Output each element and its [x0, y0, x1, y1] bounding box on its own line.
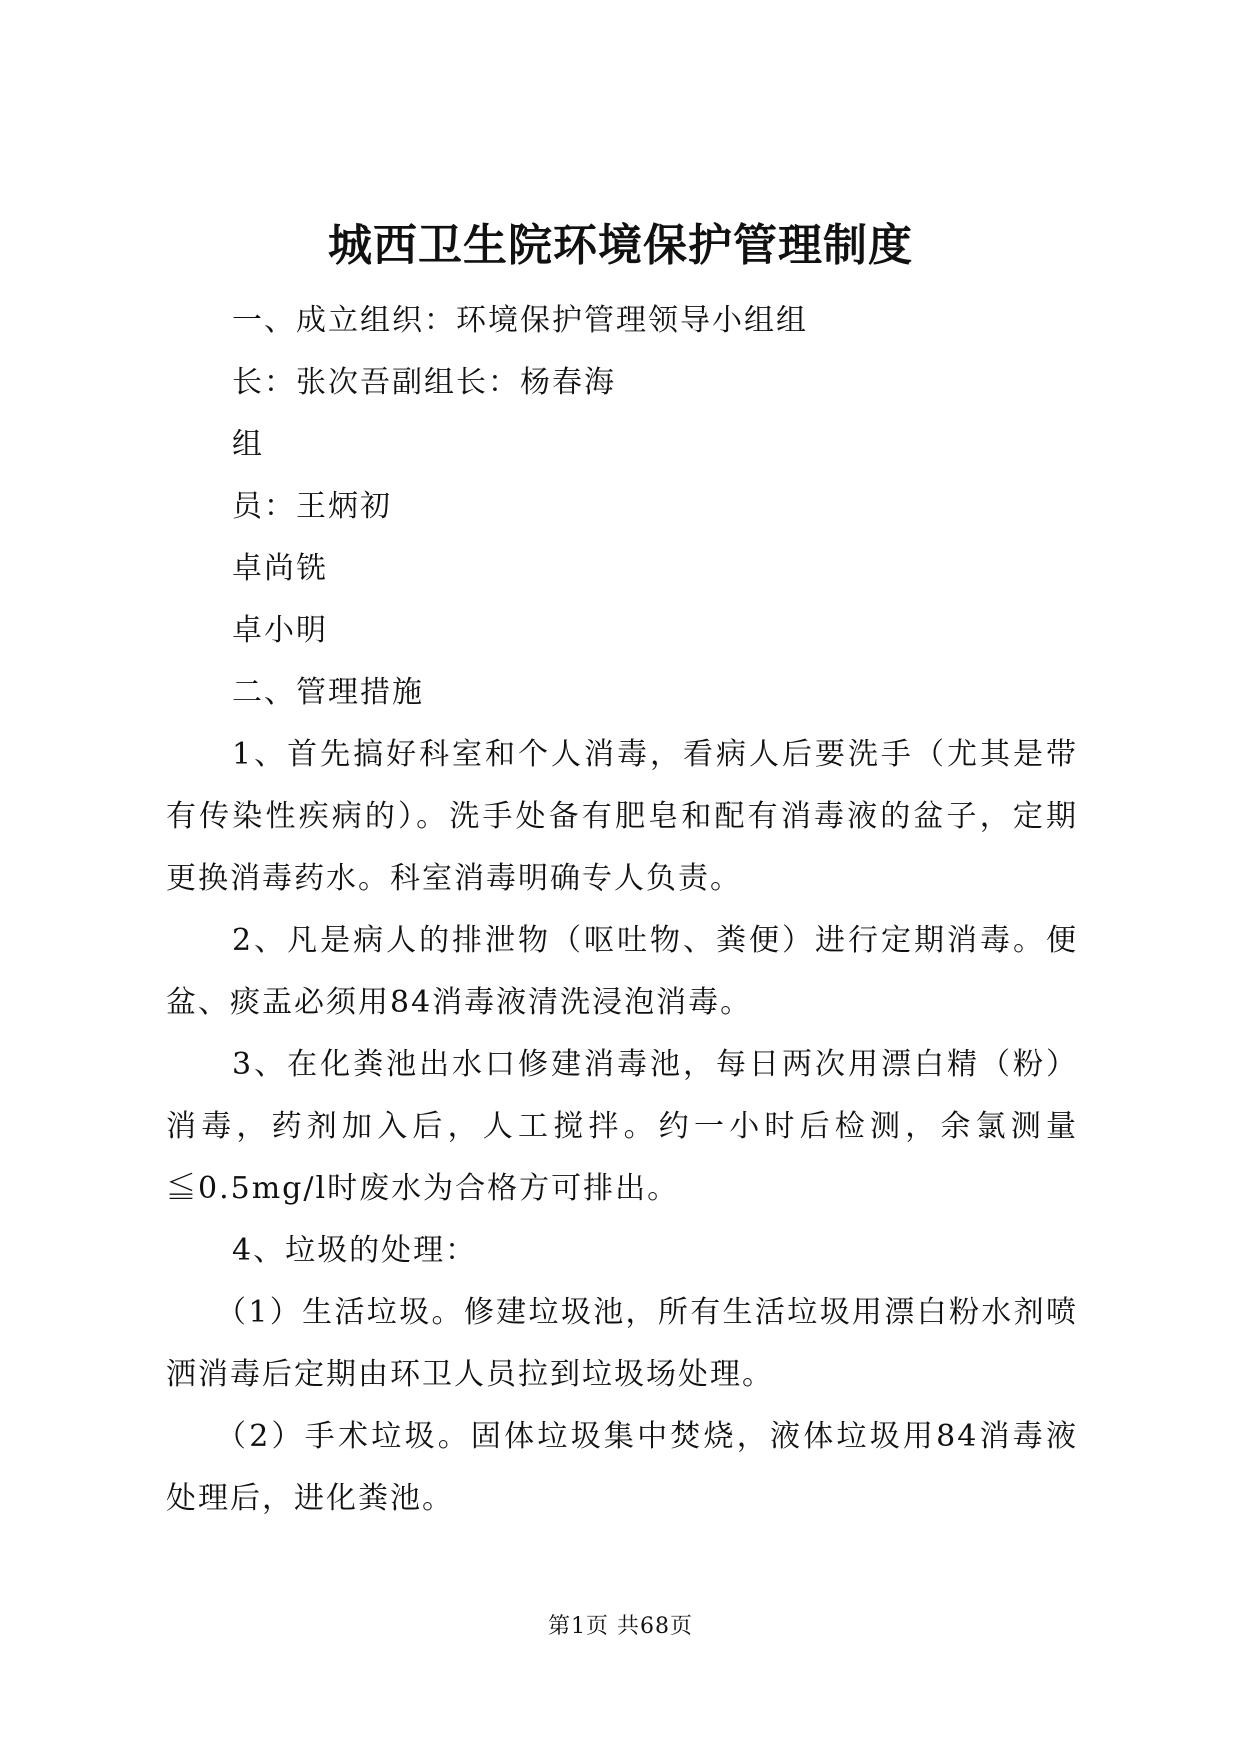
- leader-line: 长：张次吾副组长：杨春海: [232, 365, 616, 400]
- member-label: 组: [232, 427, 264, 462]
- measure-heading: 4、垃圾的处理：: [232, 1233, 478, 1268]
- member-line: 员：王炳初: [232, 489, 392, 524]
- sub-measure-paragraph: （2）手术垃圾。固体垃圾集中焚烧，液体垃圾用84消毒液处理后，进化粪池。: [166, 1419, 1078, 1516]
- section-heading-organization: 一、成立组织：环境保护管理领导小组组: [232, 303, 808, 338]
- member-name: 卓尚铣: [232, 551, 328, 586]
- document-body: [166, 290, 1078, 1530]
- page-footer: 第1页 共68页: [548, 1614, 693, 1639]
- measure-paragraph: 1、首先搞好科室和个人消毒，看病人后要洗手（尤其是带有传染性疾病的）。洗手处备有肥皂和配有消毒液的盆子，定期更换消毒药水。科室消毒明确专人负责。: [166, 737, 1078, 896]
- member-name: 卓小明: [232, 613, 328, 648]
- sub-measure-paragraph: （1）生活垃圾。修建垃圾池，所有生活垃圾用漂白粉水剂喷洒消毒后定期由环卫人员拉到垃圾场处理。: [166, 1295, 1078, 1392]
- section-heading-measures: 二、管理措施: [232, 675, 424, 710]
- measure-paragraph: 2、凡是病人的排泄物（呕吐物、粪便）进行定期消毒。便盆、痰盂必须用84消毒液清洗浸泡消毒。: [166, 923, 1078, 1020]
- document-title: 城西卫生院环境保护管理制度: [328, 220, 913, 271]
- measure-paragraph: 3、在化粪池出水口修建消毒池，每日两次用漂白精（粉）消毒，药剂加入后，人工搅拌。约一小时后检测，余氯测量≦0.5mg/l时废水为合格方可排出。: [166, 1047, 1078, 1206]
